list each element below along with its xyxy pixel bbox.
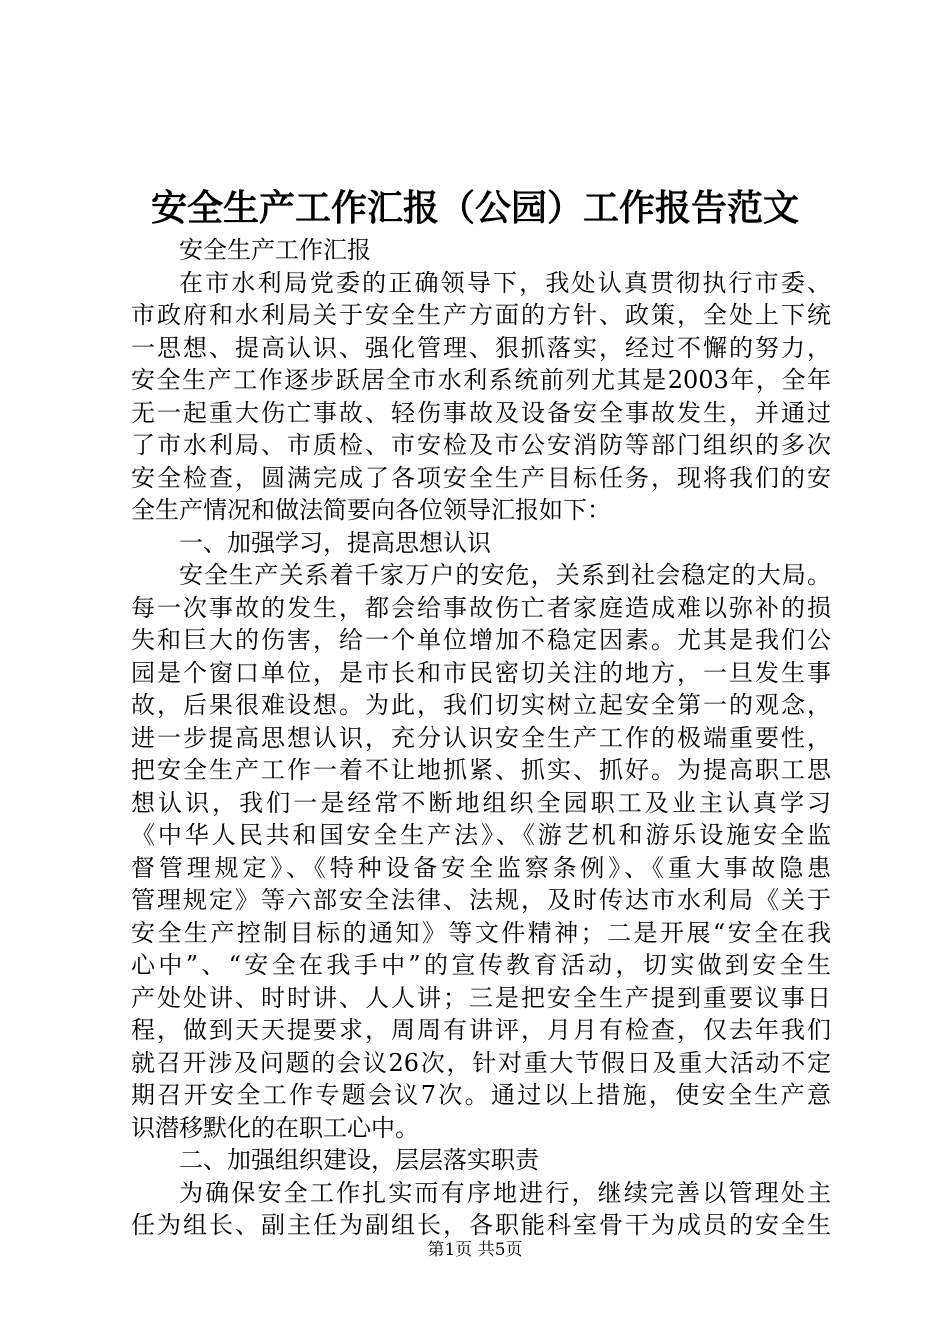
paragraph-line: 就召开涉及问题的会议26次，针对重大节假日及重大活动不定 xyxy=(131,1048,831,1077)
section-heading-line: 安全生产工作汇报 xyxy=(179,236,371,264)
paragraph-line: 无一起重大伤亡事故、轻伤事故及设备安全事故发生，并通过 xyxy=(131,398,831,427)
paragraph-line: 管理规定》等六部安全法律、法规，及时传达市水利局《关于 xyxy=(131,886,831,914)
paragraph-line: 督管理规定》、《特种设备安全监察条例》、《重大事故隐患 xyxy=(131,853,831,882)
paragraph-line: 把安全生产工作一着不让地抓紧、抓实、抓好。为提高职工思 xyxy=(131,756,831,784)
paragraph-line: 安全生产控制目标的通知》等文件精神；二是开展“安全在我 xyxy=(131,918,831,947)
paragraph-line: 全生产情况和做法简要向各位领导汇报如下： xyxy=(131,496,611,524)
document-body xyxy=(131,234,831,1242)
paragraph-line: 期召开安全工作专题会议7次。通过以上措施，使安全生产意 xyxy=(131,1081,831,1109)
paragraph-line: 任为组长、副主任为副组长，各职能科室骨干为成员的安全生 xyxy=(131,1211,831,1239)
section-heading-line: 一、加强学习，提高思想认识 xyxy=(179,528,491,557)
section-heading-line: 二、加强组织建设，层层落实职责 xyxy=(179,1146,539,1174)
paragraph-line: 故，后果很难设想。为此，我们切实树立起安全第一的观念， xyxy=(131,691,831,719)
paragraph-line: 安全生产关系着千家万户的安危，关系到社会稳定的大局。 xyxy=(179,561,831,589)
paragraph-line: 市政府和水利局关于安全生产方面的方针、政策，全处上下统 xyxy=(131,301,831,329)
paragraph-line: 了市水利局、市质检、市安检及市公安消防等部门组织的多次 xyxy=(131,431,831,459)
paragraph-line: 程，做到天天提要求，周周有讲评，月月有检查，仅去年我们 xyxy=(131,1016,831,1044)
paragraph-line: 《中华人民共和国安全生产法》、《游艺机和游乐设施安全监 xyxy=(131,821,831,849)
paragraph-line: 产处处讲、时时讲、人人讲；三是把安全生产提到重要议事日 xyxy=(131,983,831,1012)
paragraph-line: 一思想、提高认识、强化管理、狠抓落实，经过不懈的努力， xyxy=(131,333,831,362)
document-title: 安全生产工作汇报（公园）工作报告范文 xyxy=(150,187,799,229)
paragraph-line: 为确保安全工作扎实而有序地进行，继续完善以管理处主 xyxy=(179,1178,831,1207)
paragraph-line: 心中”、“安全在我手中”的宣传教育活动，切实做到安全生 xyxy=(131,951,831,979)
paragraph-line: 进一步提高思想认识，充分认识安全生产工作的极端重要性， xyxy=(131,723,831,752)
paragraph-line: 在市水利局党委的正确领导下，我处认真贯彻执行市委、 xyxy=(179,268,831,297)
paragraph-line: 安全生产工作逐步跃居全市水利系统前列尤其是2003年，全年 xyxy=(131,366,831,394)
paragraph-line: 识潜移默化的在职工心中。 xyxy=(131,1113,419,1142)
paragraph-line: 安全检查，圆满完成了各项安全生产目标任务，现将我们的安 xyxy=(131,463,831,492)
paragraph-line: 园是个窗口单位，是市长和市民密切关注的地方，一旦发生事 xyxy=(131,658,831,687)
paragraph-line: 想认识，我们一是经常不断地组织全园职工及业主认真学习 xyxy=(131,788,831,817)
paragraph-line: 每一次事故的发生，都会给事故伤亡者家庭造成难以弥补的损 xyxy=(131,593,831,622)
page-footer: 第1页 共5页 xyxy=(427,1240,523,1260)
paragraph-line: 失和巨大的伤害，给一个单位增加不稳定因素。尤其是我们公 xyxy=(131,626,831,654)
